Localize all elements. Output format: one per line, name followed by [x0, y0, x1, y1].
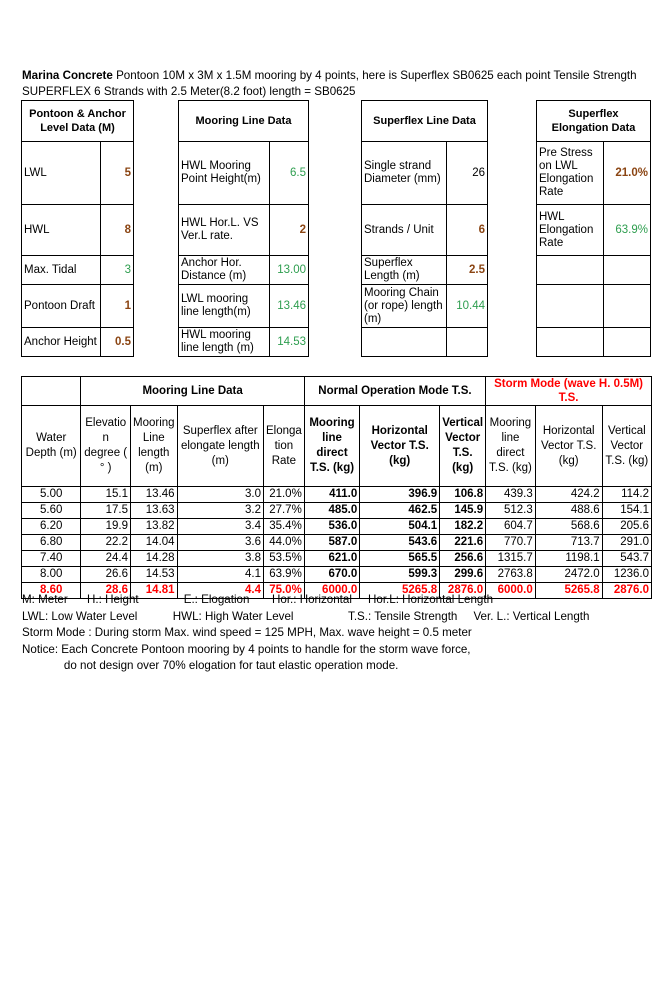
table-cell: 14.04	[131, 535, 178, 551]
table-cell: 28.6	[81, 583, 131, 599]
mooring-value-1: 2	[270, 205, 309, 256]
col-header-normal-vertical: Vertical Vector T.S. (kg)	[440, 406, 486, 487]
table-cell: 14.28	[131, 551, 178, 567]
table-cell: 587.0	[304, 535, 359, 551]
mooring-value-4: 14.53	[270, 328, 309, 357]
mooring-label-4: HWL mooring line length (m)	[179, 328, 270, 357]
table-cell: 27.7%	[263, 503, 304, 519]
col-header-storm-horizontal: Horizontal Vector T.S. (kg)	[535, 406, 602, 487]
superflex-label-2: Superflex Length (m)	[362, 256, 447, 285]
table-cell: 2763.8	[486, 567, 536, 583]
pontoon-label-draft: Pontoon Draft	[22, 285, 101, 328]
superflex-value-3: 10.44	[447, 285, 488, 328]
table-cell: 13.46	[131, 487, 178, 503]
intro-line-1-rest: Pontoon 10M x 3M x 1.5M mooring by 4 points, here is Superflex SB0625 each point Tensile Strength	[112, 69, 637, 82]
table-cell: 6000.0	[486, 583, 536, 599]
table-cell: 291.0	[602, 535, 651, 551]
col-header-normal-direct: Mooring line direct T.S. (kg)	[304, 406, 359, 487]
table-cell: 5.00	[22, 487, 81, 503]
pontoon-value-hwl: 8	[101, 205, 134, 256]
table-cell: 26.6	[81, 567, 131, 583]
col-header-line-length: Mooring Line length (m)	[131, 406, 178, 487]
superflex-value-0: 26	[447, 142, 488, 205]
elongation-header: Superflex Elongation Data	[537, 101, 651, 142]
table-cell: 488.6	[535, 503, 602, 519]
mooring-header: Mooring Line Data	[179, 101, 309, 142]
table-cell: 604.7	[486, 519, 536, 535]
elongation-label-1: HWL Elongation Rate	[537, 205, 604, 256]
elongation-value-1: 63.9%	[604, 205, 651, 256]
table-cell: 8.60	[22, 583, 81, 599]
table-cell: 4.1	[177, 567, 263, 583]
table-row	[22, 519, 652, 535]
table-cell: 221.6	[440, 535, 486, 551]
superflex-value-2: 2.5	[447, 256, 488, 285]
table-cell: 63.9%	[263, 567, 304, 583]
table-row	[22, 535, 652, 551]
table-cell: 7.40	[22, 551, 81, 567]
mooring-tension-table-body	[22, 487, 652, 599]
pontoon-value-lwl: 5	[101, 142, 134, 205]
table-cell: 1315.7	[486, 551, 536, 567]
table-cell: 182.2	[440, 519, 486, 535]
elongation-empty-cell	[537, 285, 604, 328]
table-cell: 6000.0	[304, 583, 359, 599]
group-header-storm: Storm Mode (wave H. 0.5M) T.S.	[486, 377, 652, 406]
table-cell: 19.9	[81, 519, 131, 535]
table-cell: 14.53	[131, 567, 178, 583]
intro-line-2: SUPERFLEX 6 Strands with 2.5 Meter(8.2 foot) length = SB0625	[22, 85, 356, 98]
table-cell: 2876.0	[602, 583, 651, 599]
pontoon-value-anchor: 0.5	[101, 328, 134, 357]
table-cell: 5265.8	[535, 583, 602, 599]
table-cell: 462.5	[360, 503, 440, 519]
table-cell: 145.9	[440, 503, 486, 519]
table-cell: 512.3	[486, 503, 536, 519]
table-cell: 5.60	[22, 503, 81, 519]
table-cell: 543.7	[602, 551, 651, 567]
table-cell: 299.6	[440, 567, 486, 583]
mooring-label-2: Anchor Hor. Distance (m)	[179, 256, 270, 285]
table-cell: 3.2	[177, 503, 263, 519]
col-header-superflex-length: Superflex after elongate length (m)	[177, 406, 263, 487]
table-cell: 536.0	[304, 519, 359, 535]
notes-block	[22, 592, 662, 675]
pontoon-label-lwl: LWL	[22, 142, 101, 205]
table-cell: 504.1	[360, 519, 440, 535]
table-cell: 2876.0	[440, 583, 486, 599]
notes-storm-mode: Storm Mode : During storm Max. wind speed = 125 MPH, Max. wave height = 0.5 meter	[22, 626, 472, 639]
col-header-water-depth: Water Depth (m)	[22, 406, 81, 487]
mooring-value-2: 13.00	[270, 256, 309, 285]
table-cell: 114.2	[602, 487, 651, 503]
superflex-line-table	[361, 100, 488, 357]
table-cell: 3.8	[177, 551, 263, 567]
table-cell: 411.0	[304, 487, 359, 503]
table-cell: 485.0	[304, 503, 359, 519]
table-cell: 3.4	[177, 519, 263, 535]
table-cell: 670.0	[304, 567, 359, 583]
mooring-value-3: 13.46	[270, 285, 309, 328]
table-cell: 543.6	[360, 535, 440, 551]
table-cell: 2472.0	[535, 567, 602, 583]
table-row	[22, 567, 652, 583]
table-cell: 6.20	[22, 519, 81, 535]
table-cell: 3.6	[177, 535, 263, 551]
pontoon-header: Pontoon & Anchor Level Data (M)	[22, 101, 134, 142]
table-cell: 15.1	[81, 487, 131, 503]
mooring-label-0: HWL Mooring Point Height(m)	[179, 142, 270, 205]
table-cell: 13.63	[131, 503, 178, 519]
superflex-header: Superflex Line Data	[362, 101, 488, 142]
company-name: Marina Concrete	[22, 69, 113, 82]
pontoon-label-anchor: Anchor Height	[22, 328, 101, 357]
elongation-empty-cell	[604, 328, 651, 357]
col-header-storm-direct: Mooring line direct T.S. (kg)	[486, 406, 536, 487]
table-cell: 565.5	[360, 551, 440, 567]
table-cell: 22.2	[81, 535, 131, 551]
elongation-value-0: 21.0%	[604, 142, 651, 205]
table-cell: 3.0	[177, 487, 263, 503]
table-row	[22, 487, 652, 503]
pontoon-anchor-table	[21, 100, 134, 357]
group-header-normal: Normal Operation Mode T.S.	[304, 377, 485, 406]
mooring-label-3: LWL mooring line length(m)	[179, 285, 270, 328]
table-cell: 1236.0	[602, 567, 651, 583]
table-cell: 713.7	[535, 535, 602, 551]
superflex-value-1: 6	[447, 205, 488, 256]
notes-abbrev-2: LWL: Low Water Level HWL: High Water Level T.S.: Tensile Strength Ver. L.: Vertical Length	[22, 609, 590, 623]
group-header-empty	[22, 377, 81, 406]
table-cell: 14.81	[131, 583, 178, 599]
group-header-mooring: Mooring Line Data	[81, 377, 304, 406]
notes-notice-cont: do not design over 70% elogation for taut elastic operation mode.	[22, 659, 399, 672]
superflex-empty-cell	[447, 328, 488, 357]
superflex-empty-cell	[362, 328, 447, 357]
table-row	[22, 551, 652, 567]
table-cell: 256.6	[440, 551, 486, 567]
notes-abbrev-1: M: Meter H.: Height E.: Elogation Hor.: Horizontal Hor.L: Horizontal Length	[22, 593, 494, 606]
superflex-label-0: Single strand Diameter (mm)	[362, 142, 447, 205]
table-cell: 424.2	[535, 487, 602, 503]
table-cell: 75.0%	[263, 583, 304, 599]
table-cell: 205.6	[602, 519, 651, 535]
superflex-label-3: Mooring Chain (or rope) length (m)	[362, 285, 447, 328]
table-cell: 154.1	[602, 503, 651, 519]
col-header-normal-horizontal: Horizontal Vector T.S. (kg)	[360, 406, 440, 487]
elongation-label-0: Pre Stress on LWL Elongation Rate	[537, 142, 604, 205]
table-cell: 24.4	[81, 551, 131, 567]
pontoon-value-tidal: 3	[101, 256, 134, 285]
table-cell: 5265.8	[360, 583, 440, 599]
pontoon-label-tidal: Max. Tidal	[22, 256, 101, 285]
mooring-value-0: 6.5	[270, 142, 309, 205]
superflex-elongation-table	[536, 100, 651, 357]
table-cell: 439.3	[486, 487, 536, 503]
table-cell: 17.5	[81, 503, 131, 519]
elongation-empty-cell	[537, 328, 604, 357]
intro-text	[22, 68, 662, 100]
elongation-empty-cell	[604, 285, 651, 328]
elongation-empty-cell	[537, 256, 604, 285]
table-row	[22, 503, 652, 519]
pontoon-label-hwl: HWL	[22, 205, 101, 256]
table-cell: 35.4%	[263, 519, 304, 535]
superflex-label-1: Strands / Unit	[362, 205, 447, 256]
table-cell: 21.0%	[263, 487, 304, 503]
col-header-elevation: Elevatio n degree ( ° )	[81, 406, 131, 487]
table-cell: 396.9	[360, 487, 440, 503]
intro-line-1	[22, 68, 662, 84]
elongation-empty-cell	[604, 256, 651, 285]
table-cell: 599.3	[360, 567, 440, 583]
col-header-storm-vertical: Vertical Vector T.S. (kg)	[602, 406, 651, 487]
pontoon-value-draft: 1	[101, 285, 134, 328]
table-cell: 44.0%	[263, 535, 304, 551]
col-header-elongation-rate: Elonga tion Rate	[263, 406, 304, 487]
table-cell: 1198.1	[535, 551, 602, 567]
table-cell: 6.80	[22, 535, 81, 551]
table-cell: 770.7	[486, 535, 536, 551]
mooring-tension-table	[21, 376, 652, 599]
table-cell: 568.6	[535, 519, 602, 535]
table-cell: 621.0	[304, 551, 359, 567]
table-cell: 53.5%	[263, 551, 304, 567]
table-cell: 4.4	[177, 583, 263, 599]
notes-notice: Notice: Each Concrete Pontoon mooring by 4 points to handle for the storm wave force,	[22, 642, 471, 656]
table-cell: 106.8	[440, 487, 486, 503]
table-cell: 8.00	[22, 567, 81, 583]
mooring-label-1: HWL Hor.L. VS Ver.L rate.	[179, 205, 270, 256]
table-cell: 13.82	[131, 519, 178, 535]
mooring-line-table	[178, 100, 309, 357]
